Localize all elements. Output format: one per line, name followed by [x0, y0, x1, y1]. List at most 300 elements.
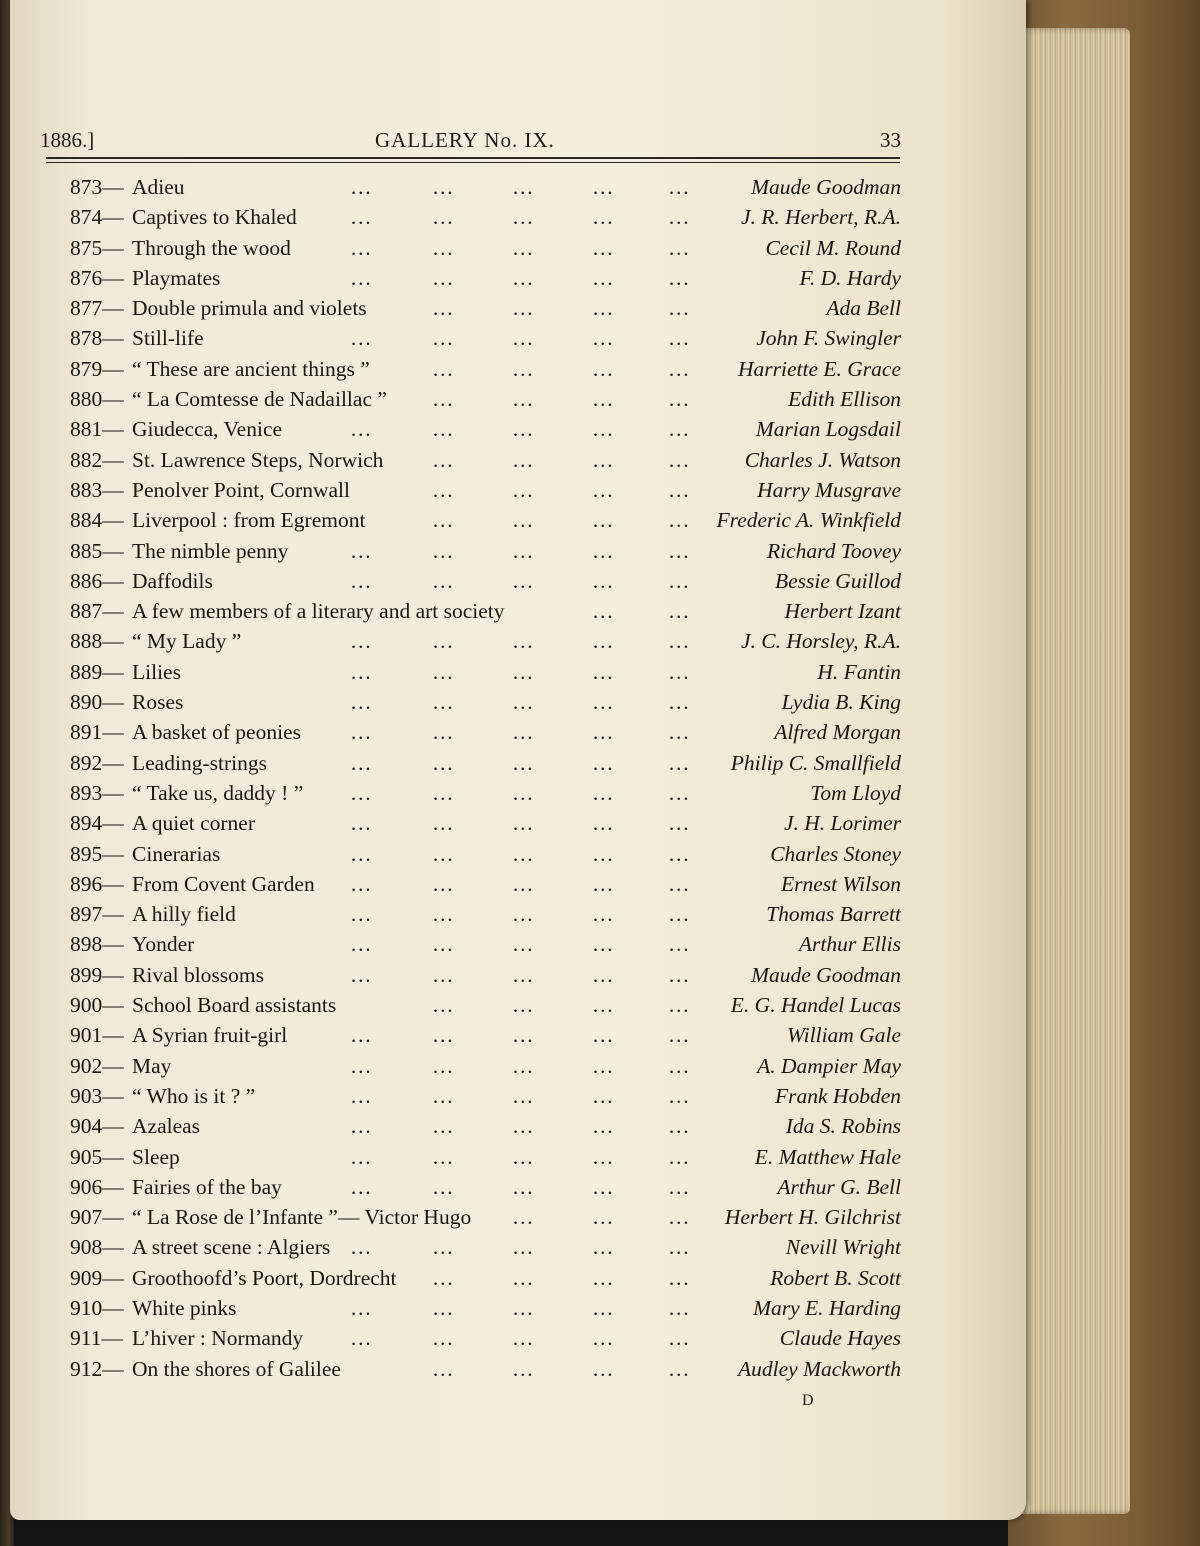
- leader-dots: …: [432, 1144, 455, 1169]
- leader-dots: …: [592, 1295, 615, 1320]
- entry-artist: Charles Stoney: [770, 841, 901, 866]
- entry-title: A few members of a literary and art society: [132, 599, 505, 624]
- entry-title: A street scene : Algiers: [132, 1235, 331, 1260]
- entry-number: 893—: [70, 780, 124, 805]
- leader-dots: …: [668, 387, 691, 412]
- leader-dots: …: [350, 417, 373, 442]
- entry-artist: Lydia B. King: [781, 690, 901, 715]
- leader-dots: …: [432, 1023, 455, 1048]
- entry-number: 910—: [70, 1295, 124, 1320]
- leader-dots: …: [592, 205, 615, 230]
- entry-title: From Covent Garden: [132, 871, 315, 896]
- leader-dots: …: [592, 326, 615, 351]
- page-number: 33: [880, 128, 901, 152]
- leader-dots: …: [432, 780, 455, 805]
- leader-dots: …: [350, 871, 373, 896]
- catalogue-entry: [40, 597, 901, 627]
- catalogue-entry: [40, 1294, 901, 1324]
- leader-dots: …: [592, 1326, 615, 1351]
- leader-dots: …: [592, 387, 615, 412]
- leader-dots: …: [592, 235, 615, 260]
- leader-dots: …: [432, 477, 455, 502]
- leader-dots: …: [350, 326, 373, 351]
- entry-title: Fairies of the bay: [132, 1174, 282, 1199]
- entry-number: 905—: [70, 1144, 124, 1169]
- leader-dots: …: [350, 1174, 373, 1199]
- leader-dots: …: [512, 447, 535, 472]
- entry-artist: Arthur Ellis: [798, 932, 901, 957]
- entry-title: “ La Rose de l’Infante ”— Victor Hugo: [132, 1205, 472, 1230]
- page-title: GALLERY No. IX.: [375, 128, 555, 152]
- leader-dots: …: [432, 1235, 455, 1260]
- leader-dots: …: [432, 417, 455, 442]
- entry-artist: Tom Lloyd: [810, 780, 901, 805]
- catalogue-entry: [40, 718, 901, 748]
- leader-dots: …: [592, 993, 615, 1018]
- entry-title: “ Take us, daddy ! ”: [132, 780, 304, 805]
- entry-list: [40, 173, 901, 1385]
- catalogue-entry: [40, 870, 901, 900]
- leader-dots: …: [668, 356, 691, 381]
- entry-title: “ La Comtesse de Nadaillac ”: [132, 387, 387, 412]
- leader-dots: …: [592, 1023, 615, 1048]
- entry-artist: Cecil M. Round: [765, 235, 901, 260]
- entry-number: 906—: [70, 1174, 124, 1199]
- entry-artist: Ada Bell: [826, 296, 901, 321]
- entry-title: Adieu: [132, 175, 185, 199]
- leader-dots: …: [668, 1023, 691, 1048]
- entry-title: Azaleas: [132, 1114, 201, 1139]
- entry-title: A quiet corner: [132, 811, 255, 836]
- leader-dots: …: [432, 629, 455, 654]
- leader-dots: …: [432, 508, 455, 533]
- leader-dots: …: [350, 1235, 373, 1260]
- catalogue-entry: [40, 537, 901, 567]
- entry-artist: Ida S. Robins: [785, 1114, 901, 1139]
- leader-dots: …: [432, 538, 455, 563]
- leader-dots: …: [592, 568, 615, 593]
- entry-artist: Harriette E. Grace: [737, 356, 901, 381]
- leader-dots: …: [512, 1235, 535, 1260]
- leader-dots: …: [432, 447, 455, 472]
- catalogue-entry: [40, 961, 901, 991]
- entry-number: 889—: [70, 659, 124, 684]
- catalogue-entry: [40, 627, 901, 657]
- catalogue-entry: [40, 779, 901, 809]
- entry-artist: J. R. Herbert, R.A.: [740, 205, 901, 230]
- signature-mark: D: [802, 1392, 814, 1409]
- entry-artist: Claude Hayes: [779, 1326, 901, 1351]
- leader-dots: …: [432, 1083, 455, 1108]
- entry-title: A basket of peonies: [132, 720, 301, 745]
- entry-artist: Maude Goodman: [751, 175, 901, 199]
- entry-number: 881—: [70, 417, 124, 442]
- catalogue-entry: [40, 173, 901, 203]
- leader-dots: …: [512, 205, 535, 230]
- leader-dots: …: [592, 1205, 615, 1230]
- leader-dots: …: [432, 235, 455, 260]
- entry-artist: Richard Toovey: [767, 538, 901, 563]
- leader-dots: …: [592, 417, 615, 442]
- leader-dots: …: [592, 962, 615, 987]
- entry-number: 896—: [70, 871, 124, 896]
- catalogue-entry: [40, 1143, 901, 1173]
- leader-dots: …: [592, 1144, 615, 1169]
- entry-title: White pinks: [132, 1295, 237, 1320]
- entry-title: The nimble penny: [132, 538, 289, 563]
- leader-dots: …: [668, 871, 691, 896]
- entry-artist: Mary E. Harding: [753, 1295, 901, 1320]
- leader-dots: …: [432, 1053, 455, 1078]
- leader-dots: …: [668, 447, 691, 472]
- entry-number: 904—: [70, 1114, 124, 1139]
- catalogue-entry: [40, 1112, 901, 1142]
- leader-dots: …: [512, 932, 535, 957]
- leader-dots: …: [350, 659, 373, 684]
- leader-dots: …: [592, 629, 615, 654]
- entry-title: Through the wood: [132, 235, 291, 260]
- leader-dots: …: [512, 690, 535, 715]
- entry-number: 876—: [70, 265, 124, 290]
- entry-artist: H. Fantin: [817, 659, 901, 684]
- leader-dots: …: [592, 538, 615, 563]
- entry-artist: Robert B. Scott: [770, 1265, 901, 1290]
- catalogue-entry: [40, 1052, 901, 1082]
- leader-dots: …: [592, 477, 615, 502]
- leader-dots: …: [512, 538, 535, 563]
- leader-dots: …: [668, 1235, 691, 1260]
- leader-dots: …: [668, 599, 691, 624]
- leader-dots: …: [512, 962, 535, 987]
- entry-artist: Bessie Guillod: [775, 568, 901, 593]
- leader-dots: …: [592, 175, 615, 199]
- leader-dots: …: [512, 1023, 535, 1048]
- catalogue-entry: [40, 1082, 901, 1112]
- entry-number: 875—: [70, 235, 124, 260]
- entry-title: Groothoofd’s Poort, Dordrecht: [132, 1265, 397, 1290]
- leader-dots: …: [668, 1174, 691, 1199]
- page-fore-edge: [1012, 28, 1130, 1514]
- leader-dots: …: [432, 1174, 455, 1199]
- entry-number: 907—: [70, 1205, 124, 1230]
- entry-title: Lilies: [132, 659, 181, 684]
- entry-title: Rival blossoms: [132, 962, 265, 987]
- leader-dots: …: [350, 811, 373, 836]
- leader-dots: …: [668, 265, 691, 290]
- leader-dots: …: [668, 326, 691, 351]
- entry-artist: Frank Hobden: [775, 1083, 901, 1108]
- leader-dots: …: [512, 296, 535, 321]
- entry-title: Liverpool : from Egremont: [132, 508, 366, 533]
- leader-dots: …: [432, 871, 455, 896]
- leader-dots: …: [432, 1265, 455, 1290]
- catalogue-entry: [40, 900, 901, 930]
- entry-number: 873—: [70, 175, 124, 199]
- leader-dots: …: [668, 902, 691, 927]
- leader-dots: …: [350, 1326, 373, 1351]
- entry-artist: Audley Mackworth: [738, 1356, 901, 1381]
- leader-dots: …: [432, 205, 455, 230]
- leader-dots: …: [592, 447, 615, 472]
- entry-artist: A. Dampier May: [757, 1053, 901, 1078]
- leader-dots: …: [668, 690, 691, 715]
- leader-dots: …: [592, 508, 615, 533]
- leader-dots: …: [512, 902, 535, 927]
- catalogue-entry: [40, 264, 901, 294]
- leader-dots: …: [668, 175, 691, 199]
- leader-dots: …: [512, 568, 535, 593]
- entry-number: 911—: [70, 1326, 123, 1351]
- leader-dots: …: [668, 1144, 691, 1169]
- entry-number: 884—: [70, 508, 124, 533]
- catalogue-entry: [40, 1203, 901, 1233]
- leader-dots: …: [512, 477, 535, 502]
- entry-artist: F. D. Hardy: [799, 265, 901, 290]
- leader-dots: …: [512, 1083, 535, 1108]
- leader-dots: …: [512, 356, 535, 381]
- leader-dots: …: [668, 1053, 691, 1078]
- leader-dots: …: [668, 235, 691, 260]
- entry-title: Playmates: [132, 265, 221, 290]
- leader-dots: …: [432, 932, 455, 957]
- leader-dots: …: [350, 538, 373, 563]
- leader-dots: …: [432, 690, 455, 715]
- entry-number: 874—: [70, 205, 124, 230]
- leader-dots: …: [512, 780, 535, 805]
- entry-number: 880—: [70, 387, 124, 412]
- entry-number: 888—: [70, 629, 124, 654]
- catalogue-entry: [40, 567, 901, 597]
- entry-artist: J. C. Horsley, R.A.: [740, 629, 901, 654]
- catalogue-entry: [40, 1324, 901, 1354]
- leader-dots: …: [592, 690, 615, 715]
- leader-dots: …: [350, 750, 373, 775]
- entry-artist: John F. Swingler: [756, 326, 901, 351]
- leader-dots: …: [668, 1326, 691, 1351]
- leader-dots: …: [592, 720, 615, 745]
- entry-artist: Edith Ellison: [788, 387, 901, 412]
- entry-artist: Arthur G. Bell: [777, 1174, 901, 1199]
- entry-number: 882—: [70, 447, 124, 472]
- catalogue-entry: [40, 355, 901, 385]
- entry-title: L’hiver : Normandy: [132, 1326, 304, 1351]
- catalogue-entry: [40, 385, 901, 415]
- entry-artist: Ernest Wilson: [780, 871, 901, 896]
- leader-dots: …: [668, 962, 691, 987]
- entry-title: School Board assistants: [132, 993, 337, 1018]
- entry-artist: Nevill Wright: [785, 1235, 901, 1260]
- leader-dots: …: [668, 629, 691, 654]
- leader-dots: …: [512, 1114, 535, 1139]
- entry-number: 885—: [70, 538, 124, 563]
- entry-artist: Charles J. Watson: [744, 447, 901, 472]
- leader-dots: …: [668, 720, 691, 745]
- leader-dots: …: [432, 1326, 455, 1351]
- catalogue-entry: [40, 446, 901, 476]
- leader-dots: …: [350, 962, 373, 987]
- leader-dots: …: [350, 1023, 373, 1048]
- leader-dots: …: [432, 296, 455, 321]
- leader-dots: …: [350, 690, 373, 715]
- entry-number: 908—: [70, 1235, 124, 1260]
- catalogue-entry: [40, 1233, 901, 1263]
- leader-dots: …: [668, 1205, 691, 1230]
- leader-dots: …: [432, 326, 455, 351]
- header-year: 1886.]: [40, 128, 95, 152]
- entry-number: 891—: [70, 720, 124, 745]
- entry-number: 901—: [70, 1023, 124, 1048]
- leader-dots: …: [668, 750, 691, 775]
- leader-dots: …: [512, 1053, 535, 1078]
- leader-dots: …: [592, 1356, 615, 1381]
- entry-title: A Syrian fruit-girl: [132, 1023, 288, 1048]
- entry-title: May: [132, 1053, 172, 1078]
- catalogue-entry: [40, 203, 901, 233]
- catalogue-entry: [40, 1264, 901, 1294]
- leader-dots: …: [512, 720, 535, 745]
- leader-dots: …: [432, 387, 455, 412]
- entry-number: 898—: [70, 932, 124, 957]
- entry-number: 902—: [70, 1053, 124, 1078]
- leader-dots: …: [592, 659, 615, 684]
- entry-artist: Herbert Izant: [784, 599, 901, 624]
- catalogue-entry: [40, 688, 901, 718]
- leader-dots: …: [350, 235, 373, 260]
- leader-dots: …: [512, 811, 535, 836]
- leader-dots: …: [592, 599, 615, 624]
- leader-dots: …: [512, 659, 535, 684]
- entry-number: 897—: [70, 902, 124, 927]
- leader-dots: …: [592, 296, 615, 321]
- leader-dots: …: [592, 780, 615, 805]
- leader-dots: …: [350, 841, 373, 866]
- catalogue-entry: [40, 809, 901, 839]
- entry-number: 903—: [70, 1083, 124, 1108]
- leader-dots: …: [432, 720, 455, 745]
- entry-number: 899—: [70, 962, 124, 987]
- leader-dots: …: [668, 841, 691, 866]
- entry-artist: William Gale: [786, 1023, 901, 1048]
- leader-dots: …: [432, 265, 455, 290]
- entry-number: 909—: [70, 1265, 124, 1290]
- leader-dots: …: [512, 508, 535, 533]
- leader-dots: …: [668, 932, 691, 957]
- leader-dots: …: [592, 1114, 615, 1139]
- leader-dots: …: [512, 387, 535, 412]
- entry-artist: Marian Logsdail: [755, 417, 901, 442]
- leader-dots: …: [350, 1053, 373, 1078]
- entry-title: Yonder: [132, 932, 195, 957]
- entry-number: 886—: [70, 568, 124, 593]
- leader-dots: …: [592, 1265, 615, 1290]
- leader-dots: …: [512, 750, 535, 775]
- entry-artist: Herbert H. Gilchrist: [724, 1205, 901, 1230]
- entry-title: Leading-strings: [132, 750, 267, 775]
- entry-artist: Maude Goodman: [751, 962, 901, 987]
- catalogue-page: [10, 0, 1026, 1520]
- leader-dots: …: [512, 841, 535, 866]
- leader-dots: …: [512, 1356, 535, 1381]
- leader-dots: …: [668, 538, 691, 563]
- leader-dots: …: [592, 841, 615, 866]
- leader-dots: …: [432, 175, 455, 199]
- entry-number: 895—: [70, 841, 124, 866]
- leader-dots: …: [512, 265, 535, 290]
- leader-dots: …: [432, 356, 455, 381]
- entry-number: 877—: [70, 296, 124, 321]
- leader-dots: …: [512, 1174, 535, 1199]
- catalogue-entry: [40, 476, 901, 506]
- leader-dots: …: [668, 1356, 691, 1381]
- running-head: [40, 118, 901, 158]
- leader-dots: …: [512, 1144, 535, 1169]
- leader-dots: …: [668, 568, 691, 593]
- leader-dots: …: [592, 356, 615, 381]
- leader-dots: …: [592, 1083, 615, 1108]
- leader-dots: …: [512, 235, 535, 260]
- leader-dots: …: [512, 417, 535, 442]
- leader-dots: …: [592, 902, 615, 927]
- leader-dots: …: [432, 1295, 455, 1320]
- leader-dots: …: [592, 1174, 615, 1199]
- leader-dots: …: [668, 417, 691, 442]
- leader-dots: …: [350, 720, 373, 745]
- leader-dots: …: [592, 1053, 615, 1078]
- leader-dots: …: [668, 1083, 691, 1108]
- entry-artist: Harry Musgrave: [757, 477, 901, 502]
- entry-artist: Philip C. Smallfield: [730, 750, 901, 775]
- entry-title: Cinerarias: [132, 841, 221, 866]
- leader-dots: …: [350, 629, 373, 654]
- leader-dots: …: [592, 265, 615, 290]
- leader-dots: …: [592, 750, 615, 775]
- entry-title: “ My Lady ”: [132, 629, 242, 654]
- leader-dots: …: [668, 1265, 691, 1290]
- leader-dots: …: [512, 629, 535, 654]
- entry-number: 900—: [70, 993, 124, 1018]
- leader-dots: …: [668, 477, 691, 502]
- entry-title: On the shores of Galilee: [132, 1356, 341, 1381]
- leader-dots: …: [350, 205, 373, 230]
- entry-number: 912—: [70, 1356, 124, 1381]
- entry-number: 892—: [70, 750, 124, 775]
- entry-title: Sleep: [132, 1144, 180, 1169]
- entry-title: “ Who is it ? ”: [132, 1083, 256, 1108]
- leader-dots: …: [350, 1083, 373, 1108]
- catalogue-entry: [40, 658, 901, 688]
- leader-dots: …: [668, 659, 691, 684]
- entry-title: A hilly field: [132, 902, 236, 927]
- entry-artist: Frederic A. Winkfield: [716, 508, 901, 533]
- header-rule-thin: [46, 162, 900, 163]
- entry-artist: E. Matthew Hale: [754, 1144, 901, 1169]
- catalogue-entry: [40, 749, 901, 779]
- catalogue-entry: [40, 294, 901, 324]
- entry-title: Still-life: [132, 326, 204, 351]
- leader-dots: …: [432, 659, 455, 684]
- catalogue-entry: [40, 1021, 901, 1051]
- leader-dots: …: [668, 811, 691, 836]
- leader-dots: …: [350, 175, 373, 199]
- entry-artist: J. H. Lorimer: [783, 811, 901, 836]
- header-rule: [46, 157, 900, 159]
- entry-number: 879—: [70, 356, 124, 381]
- leader-dots: …: [592, 811, 615, 836]
- catalogue-entry: [40, 415, 901, 445]
- leader-dots: …: [668, 296, 691, 321]
- entry-title: Penolver Point, Cornwall: [132, 477, 350, 502]
- leader-dots: …: [432, 1356, 455, 1381]
